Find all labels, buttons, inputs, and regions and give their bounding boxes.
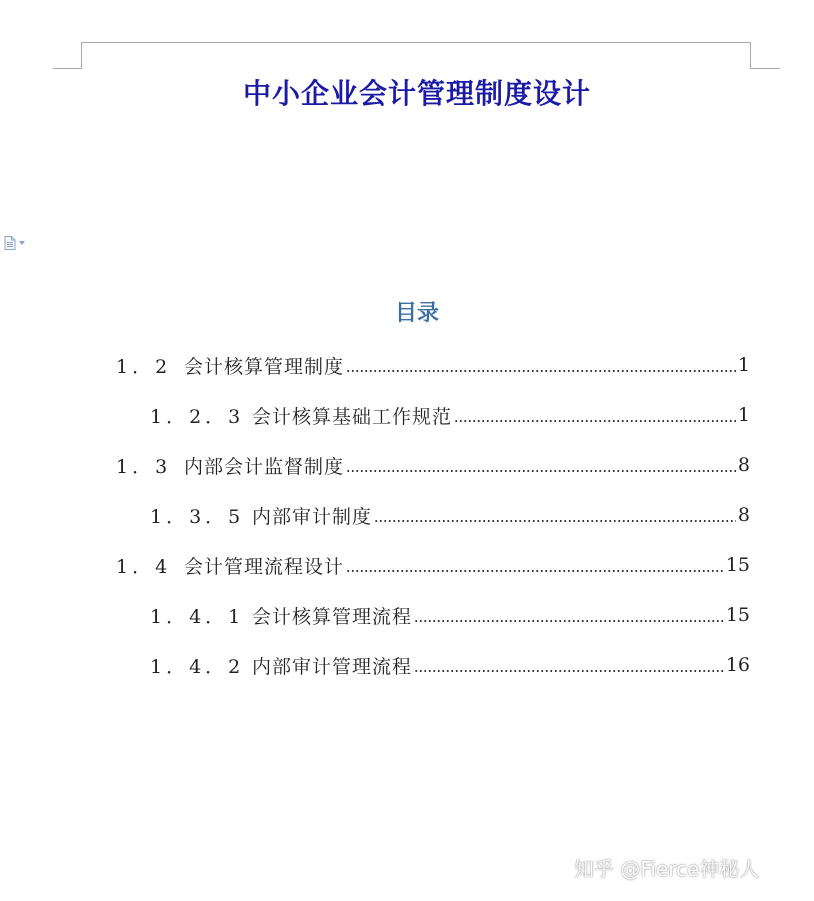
toc-leader-dots	[374, 509, 736, 528]
document-title: 中小企业会计管理制度设计	[242, 77, 591, 110]
toc-entry-text: 内部审计制度	[252, 505, 373, 528]
toc-entry[interactable]	[150, 590, 750, 640]
toc-leader-dots	[414, 659, 724, 678]
caret-down-icon	[19, 241, 25, 245]
toc-leader-dots	[346, 359, 736, 378]
toc-entry-text: 会计管理流程设计	[184, 555, 345, 578]
toc-entry-text: 会计核算基础工作规范	[252, 405, 453, 428]
toc-entry-page: 16	[725, 654, 750, 676]
toc-entry-number: 1．4	[116, 555, 172, 578]
toc-entry[interactable]	[116, 540, 750, 590]
toc-entry[interactable]	[150, 390, 750, 440]
toc-entry[interactable]	[116, 440, 750, 490]
toc-heading: 目录	[394, 300, 439, 326]
toc-entry-number: 1．3．5	[150, 505, 245, 528]
margin-marker-top	[81, 42, 751, 43]
margin-marker-right-vertical	[750, 42, 751, 68]
toc-entry-page: 1	[737, 354, 750, 376]
toc-leader-dots	[346, 559, 724, 578]
toc-entry[interactable]	[150, 490, 750, 540]
toc-entry-number: 1．3	[116, 455, 172, 478]
watermark: 知乎 @Fierce神秘人	[574, 857, 760, 881]
toc-entry-page: 15	[725, 554, 750, 576]
toc-entry-page: 15	[725, 604, 750, 626]
toc-leader-dots	[346, 459, 736, 478]
toc-leader-dots	[454, 409, 736, 428]
toc-entry-number: 1．4．1	[150, 605, 245, 628]
toc-entry[interactable]	[116, 340, 750, 390]
toc-entry[interactable]	[150, 640, 750, 690]
document-icon	[4, 236, 16, 250]
toc-leader-dots	[414, 609, 724, 628]
toc-entry-page: 1	[737, 404, 750, 426]
toc-entry-page: 8	[737, 454, 750, 476]
margin-marker-left-horizontal	[53, 68, 82, 69]
paragraph-anchor-widget[interactable]	[4, 236, 34, 250]
margin-marker-right-horizontal	[750, 68, 780, 69]
margin-marker-left-vertical	[81, 42, 82, 68]
toc-entry-number: 1．4．2	[150, 655, 245, 678]
toc-entry-page: 8	[737, 504, 750, 526]
toc-entry-text: 内部会计监督制度	[184, 455, 345, 478]
toc-entry-number: 1．2	[116, 355, 172, 378]
toc-entry-text: 内部审计管理流程	[252, 655, 413, 678]
toc-entry-number: 1．2．3	[150, 405, 245, 428]
toc-entry-text: 会计核算管理流程	[252, 605, 413, 628]
toc-entry-text: 会计核算管理制度	[184, 355, 345, 378]
